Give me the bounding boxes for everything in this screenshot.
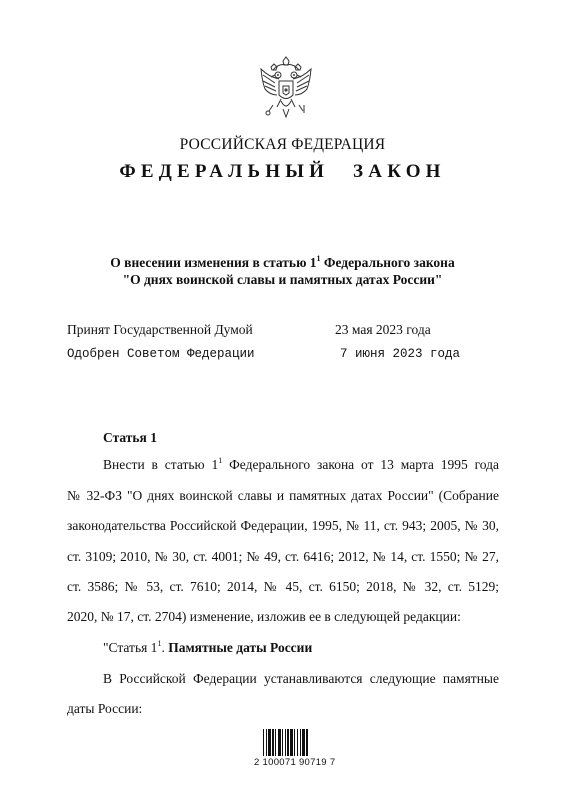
article-line-2: № 32-ФЗ "О днях воинской славы и памятных датах России" (Собрание xyxy=(67,488,499,503)
paragraph-2-line-1: В Российской Федерации устанавливаются следующие памятные xyxy=(103,671,499,686)
country-name: РОССИЙСКАЯ ФЕДЕРАЦИЯ xyxy=(179,136,386,153)
duma-adoption-date: 23 мая 2023 года xyxy=(335,322,431,337)
council-approval-date: 7 июня 2023 года xyxy=(340,347,461,361)
quoted-article-heading: "Статья $1^1$. Памятные даты России xyxy=(103,639,313,655)
article-line-1: Внести в статью $1^1$ Федерального закона от 13 марта 1995 года xyxy=(103,456,499,472)
coat-of-arms-emblem xyxy=(257,55,315,123)
article-line-5: ст. 3586; № 53, ст. 7610; 2014, № 45, ст. 6150; 2018, № 32, ст. 5129; xyxy=(67,579,499,594)
law-title-line-2: "О днях воинской славы и памятных датах России" xyxy=(122,272,443,287)
title-superscript: 1 xyxy=(316,254,321,263)
document-type: ФЕДЕРАЛЬНЫЙ ЗАКОН xyxy=(119,161,446,182)
law-title-line-1: О внесении изменения в статью $1^1$ Федерального закона xyxy=(110,254,455,270)
barcode-number: 2 100071 90719 7 xyxy=(254,757,336,768)
article-line-6: 2020, № 17, ст. 2704) изменение, изложив ее в следующей редакции: xyxy=(67,609,461,624)
article-line-3: законодательства Российской Федерации, 1995, № 11, ст. 943; 2005, № 30, xyxy=(67,518,499,533)
article-line-4: ст. 3109; 2010, № 30, ст. 4001; № 49, ст. 6416; 2012, № 14, ст. 1550; № 27, xyxy=(67,549,499,564)
quoted-article-title: Памятные даты России xyxy=(168,640,313,655)
duma-adoption-label: Принят Государственной Думой xyxy=(67,322,253,337)
document-barcode xyxy=(262,729,324,759)
paragraph-2-line-2: даты России: xyxy=(67,701,143,716)
council-approval-label: Одобрен Советом Федерации xyxy=(67,347,255,361)
article-heading: Статья 1 xyxy=(103,430,157,445)
